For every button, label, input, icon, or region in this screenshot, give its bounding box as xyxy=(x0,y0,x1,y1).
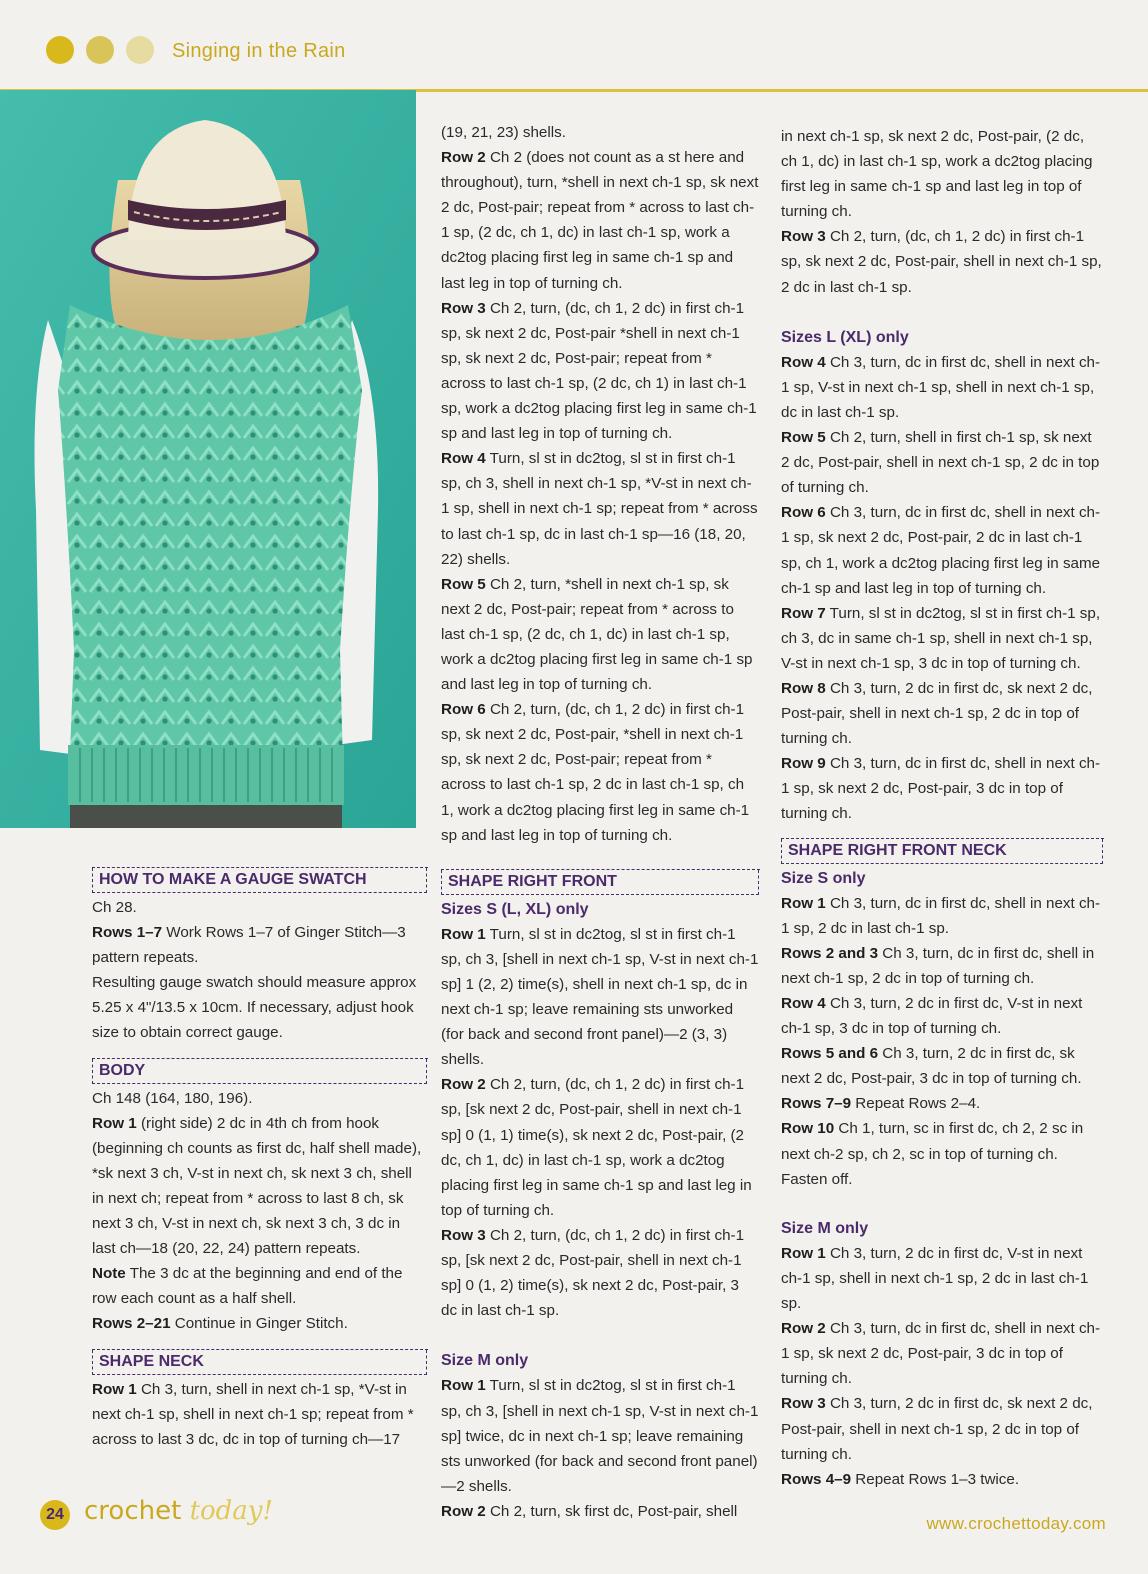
shape-neck-heading: SHAPE NECK xyxy=(92,1350,427,1375)
l-row-8: Row 8 Ch 3, turn, 2 dc in first dc, sk next 2 dc, Post-pair, shell in next ch-1 sp, 2 dc in top of turning ch. xyxy=(781,679,1093,748)
m-row-2: Row 2 Ch 3, turn, dc in first dc, shell in next ch-1 sp, sk next 2 dc, Post-pair, 3 dc in top of turning ch. xyxy=(781,1320,1101,1388)
vest-photo xyxy=(0,90,416,828)
neck-row-4: Row 4 Ch 3, turn, 2 dc in first dc, V-st in next ch-1 sp, 3 dc in top of turning ch. xyxy=(781,995,1083,1038)
neck-rows-7-9: Rows 7–9 Repeat Rows 2–4. xyxy=(781,1095,981,1113)
header-dot-icon xyxy=(46,36,74,64)
row-2: Row 2 Ch 2 (does not count as a st here and throughout), turn, *shell in next ch-1 sp, sk next 2 dc, Post-pair; repeat from * across to last ch-1 sp, (2 dc, ch 1, dc) in last ch-1 sp, work a dc2tog placing first leg in same ch-1 sp and last leg in top of turning ch. xyxy=(441,149,759,292)
l-row-6: Row 6 Ch 3, turn, dc in first dc, shell in next ch-1 sp, sk next 2 dc, Post-pair, 2 dc in last ch-1 sp, ch 1, work a dc2tog placing first leg in same ch-1 sp and last leg in top of turning ch. xyxy=(781,504,1101,597)
s-row-3: Row 3 Ch 2, turn, (dc, ch 1, 2 dc) in first ch-1 sp, [sk next 2 dc, Post-pair, shell in next ch-1 sp] 0 (1, 2) time(s), sk next 2 dc, Post-pair, 3 dc in last ch-1 sp. xyxy=(441,1226,745,1320)
s-row-1: Row 1 Turn, sl st in dc2tog, sl st in first ch-1 sp, ch 3, [shell in next ch-1 sp, V-st in next ch-1 sp] 1 (2, 2) time(s), shell in next ch-1 sp, dc in next ch-1 sp; leave remaining sts unworked (for back and second front panel)—2 (3, 3) shells. xyxy=(441,925,759,1069)
page-number: 24 xyxy=(40,1500,70,1530)
s-row-2: Row 2 Ch 2, turn, (dc, ch 1, 2 dc) in first ch-1 sp, [sk next 2 dc, Post-pair, shell in next ch-1 sp] 0 (1, 1) time(s), sk next 2 dc, Post-pair, (2 dc, ch 1, dc) in last ch-1 sp, work a dc2tog placing first leg in same ch-1 sp and last leg in top of turning ch. xyxy=(441,1076,752,1219)
gauge-rows: Rows 1–7 Work Rows 1–7 of Ginger Stitch—3 pattern repeats. xyxy=(92,924,406,967)
vest-illustration xyxy=(0,90,416,828)
body-rows: Rows 2–21 Continue in Ginger Stitch. xyxy=(92,1315,348,1333)
row-5: Row 5 Ch 2, turn, *shell in next ch-1 sp, sk next 2 dc, Post-pair; repeat from * across to last ch-1 sp, (2 dc, ch 1, dc) in last ch-1 sp, work a dc2tog placing first leg in same ch-1 sp and last leg in top of turning ch. xyxy=(441,575,753,694)
size-s-heading: Size S only xyxy=(781,869,866,887)
m-row-3: Row 3 Ch 3, turn, 2 dc in first dc, sk next 2 dc, Post-pair, shell in next ch-1 sp, 2 dc in top of turning ch. xyxy=(781,1395,1093,1463)
l-row-9: Row 9 Ch 3, turn, dc in first dc, shell in next ch-1 sp, sk next 2 dc, Post-pair, 3 dc in top of turning ch. xyxy=(781,755,1101,823)
brand-main: crochet xyxy=(84,1496,182,1526)
m-row-1: Row 1 Ch 3, turn, 2 dc in first dc, V-st in next ch-1 sp, shell in next ch-1 sp, 2 dc in last ch-1 sp. xyxy=(781,1244,1089,1313)
m-rows-4-9: Rows 4–9 Repeat Rows 1–3 twice. xyxy=(781,1470,1020,1488)
l-row-7: Row 7 Turn, sl st in dc2tog, sl st in first ch-1 sp, ch 3, dc in same ch-1 sp, shell in next ch-1 sp, V-st in next ch-1 sp, 3 dc in top of turning ch. xyxy=(781,604,1101,672)
column-1 xyxy=(92,868,427,1452)
neck-row-10: Row 10 Ch 1, turn, sc in first dc, ch 2, 2 sc in next ch-2 sp, ch 2, sc in top of turning ch. Fasten off. xyxy=(781,1120,1084,1188)
m-row-1: Row 1 Turn, sl st in dc2tog, sl st in first ch-1 sp, ch 3, [shell in next ch-1 sp, V-st in next ch-1 sp] twice, dc in next ch-1 sp; leave remaining sts unworked (for back and second front panel)—2 shells. xyxy=(441,1377,759,1495)
brand-logo xyxy=(84,1496,273,1526)
continued-text: (19, 21, 23) shells. xyxy=(441,124,566,141)
column-3 xyxy=(781,124,1103,1492)
sizes-s-l-xl-heading: Sizes S (L, XL) only xyxy=(441,900,589,918)
neck-row-1: Row 1 Ch 3, turn, shell in next ch-1 sp, *V-st in next ch-1 sp, shell in next ch-1 sp; repeat from * across to last 3 dc, dc in top of turning ch—17 xyxy=(92,1380,414,1448)
l-row-4: Row 4 Ch 3, turn, dc in first dc, shell in next ch-1 sp, V-st in next ch-1 sp, shell in next ch-1 sp, dc in last ch-1 sp. xyxy=(781,353,1101,421)
page-header xyxy=(0,0,1148,96)
neck-rows-2-3: Rows 2 and 3 Ch 3, turn, dc in first dc, shell in next ch-1 sp, 2 dc in top of turning ch. xyxy=(781,944,1095,987)
shape-right-front-neck-heading: SHAPE RIGHT FRONT NECK xyxy=(781,839,1103,864)
row-4: Row 4 Turn, sl st in dc2tog, sl st in first ch-1 sp, ch 3, shell in next ch-1 sp, *V-st in next ch-1 sp, shell in next ch-1 sp; repeat from * across to last ch-1 sp, dc in last ch-1 sp—16 (18, 20, 22) shells. xyxy=(441,450,758,568)
l-row-5: Row 5 Ch 2, turn, shell in first ch-1 sp, sk next 2 dc, Post-pair, shell in next ch-1 sp, 2 dc in top of turning ch. xyxy=(781,429,1100,497)
continued-text: in next ch-1 sp, sk next 2 dc, Post-pair, (2 dc, ch 1, dc) in last ch-1 sp, work a dc2tog placing first leg in same ch-1 sp and last leg in top of turning ch. xyxy=(781,128,1093,221)
row-6: Row 6 Ch 2, turn, (dc, ch 1, 2 dc) in first ch-1 sp, sk next 2 dc, Post-pair, *shell in next ch-1 sp, sk next 2 dc, Post-pair; repeat from * across to last ch-1 sp, 2 dc in last ch-1 sp, ch 1, work a dc2tog placing first leg in same ch-1 sp and last leg in top of turning ch. xyxy=(441,701,750,844)
size-m-heading: Size M only xyxy=(781,1219,869,1237)
gauge-swatch-heading: HOW TO MAKE A GAUGE SWATCH xyxy=(92,868,427,893)
body-heading: BODY xyxy=(92,1059,427,1084)
size-m-heading: Size M only xyxy=(441,1352,529,1370)
neck-rows-5-6: Rows 5 and 6 Ch 3, turn, 2 dc in first dc, sk next 2 dc, Post-pair, 3 dc in top of turning ch. xyxy=(781,1045,1082,1088)
header-dot-icon xyxy=(126,36,154,64)
body-note: Note The 3 dc at the beginning and end of the row each count as a half shell. xyxy=(92,1265,403,1308)
sizes-l-xl-heading: Sizes L (XL) only xyxy=(781,328,909,346)
gauge-ch: Ch 28. xyxy=(92,899,137,916)
row-3: Row 3 Ch 2, turn, (dc, ch 1, 2 dc) in first ch-1 sp, sk next 2 dc, Post-pair, shell in next ch-1 sp, 2 dc in last ch-1 sp. xyxy=(781,228,1102,296)
column-2 xyxy=(441,120,759,1524)
brand-script: today! xyxy=(189,1496,273,1526)
header-dot-icon xyxy=(86,36,114,64)
website-url[interactable]: www.crochettoday.com xyxy=(926,1514,1106,1533)
gauge-result: Resulting gauge swatch should measure approx 5.25 x 4"/13.5 x 10cm. If necessary, adjust hook size to obtain correct gauge. xyxy=(92,974,417,1042)
neck-row-1: Row 1 Ch 3, turn, dc in first dc, shell in next ch-1 sp, 2 dc in last ch-1 sp. xyxy=(781,894,1101,937)
m-row-2: Row 2 Ch 2, turn, sk first dc, Post-pair, shell xyxy=(441,1502,738,1520)
body-row-1: Row 1 (right side) 2 dc in 4th ch from hook (beginning ch counts as first dc, half shell made), *sk next 3 ch, V-st in next ch, sk next 3 ch, shell in next ch; repeat from * across to last 8 ch, sk next 3 ch, V-st in next ch, sk next 3 ch, 3 dc in last ch—18 (20, 22, 24) pattern repeats. xyxy=(92,1114,422,1258)
row-3: Row 3 Ch 2, turn, (dc, ch 1, 2 dc) in first ch-1 sp, sk next 2 dc, Post-pair *shell in next ch-1 sp, sk next 2 dc, Post-pair; repeat from * across to last ch-1 sp, (2 dc, ch 1) in last ch-1 sp, work a dc2tog placing first leg in same ch-1 sp and last leg in top of turning ch. xyxy=(441,299,757,443)
body-ch: Ch 148 (164, 180, 196). xyxy=(92,1089,253,1107)
shape-right-front-heading: SHAPE RIGHT FRONT xyxy=(441,870,759,895)
section-title: Singing in the Rain xyxy=(172,40,346,62)
